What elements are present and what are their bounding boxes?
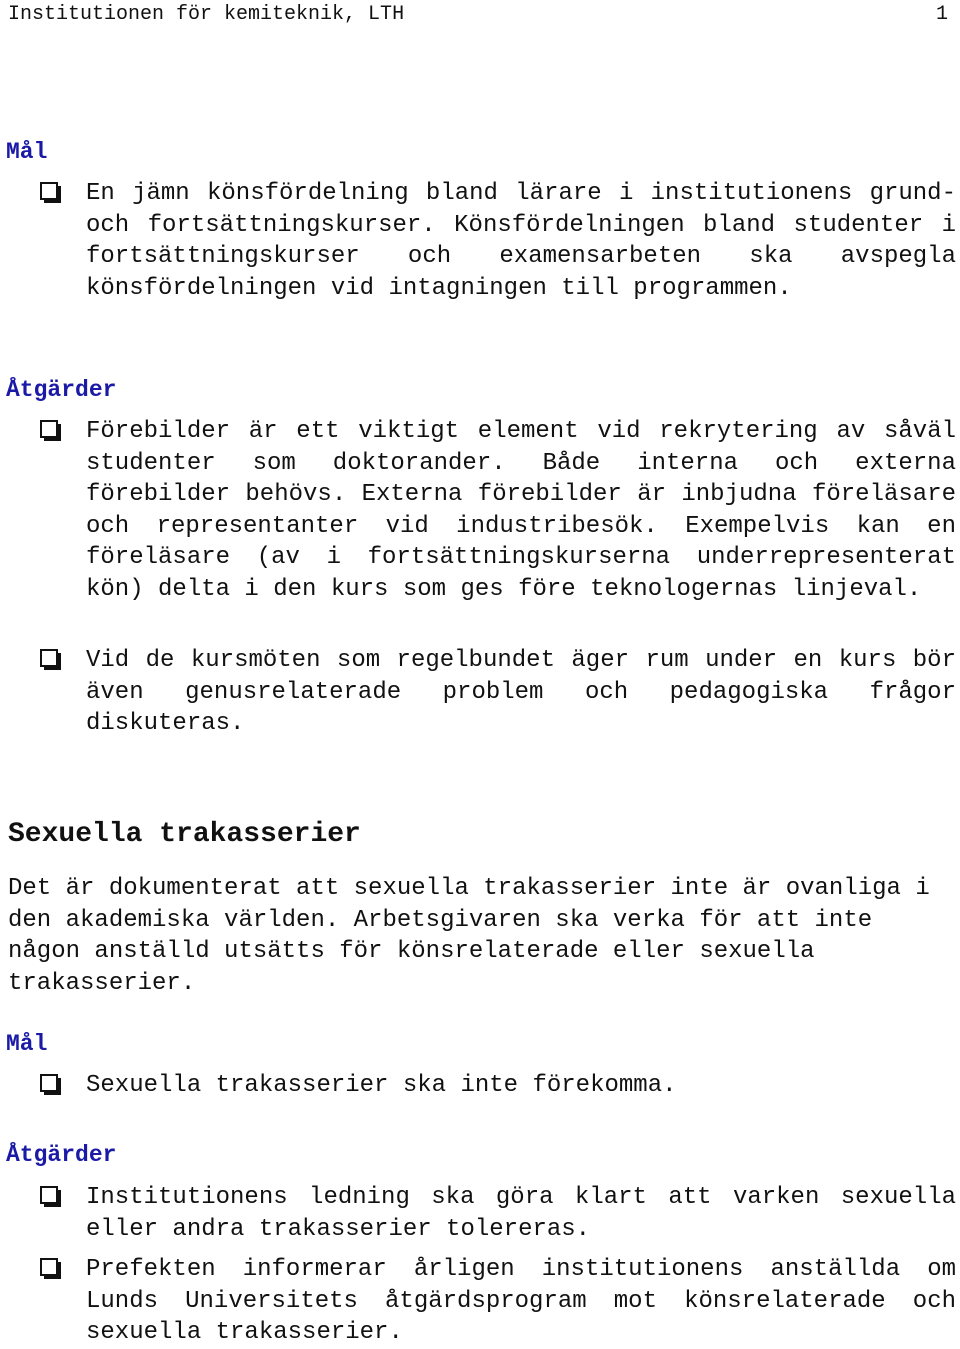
checkbox-bullet-icon bbox=[40, 420, 58, 438]
atgarder-heading-2: Åtgärder bbox=[6, 1142, 117, 1168]
intro-paragraph: Det är dokumenterat att sexuella trakasserier inte är ovanliga i den akademiska världen. Arbetsgivaren ska verka för att inte någon anställd utsätts för könsrelaterade eller sexuella trakasserier. bbox=[8, 875, 930, 997]
section-heading: Sexuella trakasserier bbox=[8, 819, 361, 850]
mal-heading-1: Mål bbox=[6, 139, 48, 165]
bullet-text: Prefekten informerar årligen institutionens anställda om Lunds Universitets åtgärdsprogram mot könsrelaterade och sexuella trakasserier. bbox=[86, 1256, 956, 1346]
mal-heading-2: Mål bbox=[6, 1031, 48, 1057]
bullet-text: Institutionens ledning ska göra klart att varken sexuella eller andra trakasserier tolereras. bbox=[86, 1184, 956, 1243]
checkbox-bullet-icon bbox=[40, 649, 58, 667]
page-number: 1 bbox=[935, 3, 948, 26]
checkbox-bullet-icon bbox=[40, 1186, 58, 1204]
header-title: Institutionen för kemiteknik, LTH bbox=[8, 3, 405, 26]
bullet-text: Förebilder är ett viktigt element vid rekrytering av såväl studenter som doktorander. Både interna och externa förebilder behövs. Externa förebilder är inbjudna föreläsare och representanter vid industribesök. Exempelvis kan en föreläsare (av i fortsättningskurserna underrepresenterat kön) delta i den kurs som ges före teknologernas linjeval. bbox=[86, 418, 956, 603]
atgarder-heading-1: Åtgärder bbox=[6, 377, 117, 403]
running-header bbox=[8, 2, 948, 28]
bullet-text: En jämn könsfördelning bland lärare i institutionens grund- och fortsättningskurser. Könsfördelningen bland studenter i fortsättningskurser och examensarbeten ska avspegla könsfördelningen vid intagningen till programmen. bbox=[86, 180, 956, 302]
checkbox-bullet-icon bbox=[40, 182, 58, 200]
bullet-text: Sexuella trakasserier ska inte förekomma. bbox=[86, 1072, 677, 1099]
bullet-text: Vid de kursmöten som regelbundet äger rum under en kurs bör även genusrelaterade problem och pedagogiska frågor diskuteras. bbox=[86, 647, 956, 737]
checkbox-bullet-icon bbox=[40, 1258, 58, 1276]
checkbox-bullet-icon bbox=[40, 1074, 58, 1092]
